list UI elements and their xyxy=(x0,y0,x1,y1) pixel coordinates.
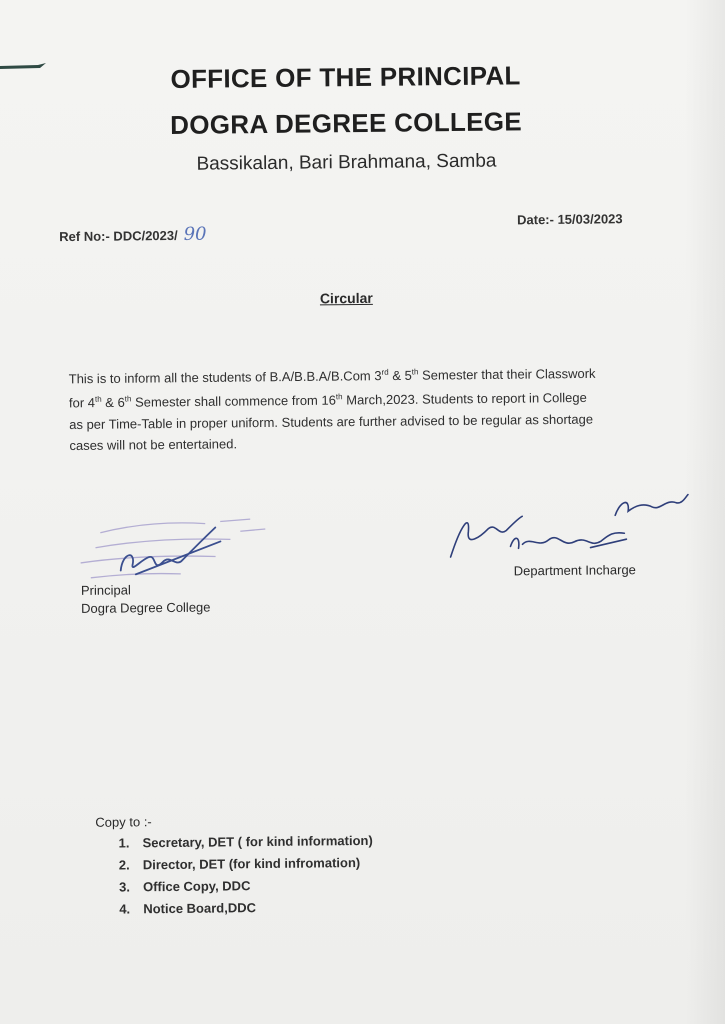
header-address: Bassikalan, Bari Brahmana, Samba xyxy=(196,150,497,175)
header-office-title: OFFICE OF THE PRINCIPAL xyxy=(170,60,521,94)
list-item: 2. Director, DET (for kind infromation) xyxy=(118,855,361,873)
principal-stamp-and-signature xyxy=(40,501,281,604)
department-incharge-label: Department Incharge xyxy=(513,562,636,579)
body-line-1: This is to inform all the students of B.A/B.B.A/B.Com 3rd & 5th Semester that their Classwork xyxy=(68,365,596,387)
body-line-2: for 4th & 6th Semester shall commence from 16th March,2023. Students to report in College xyxy=(68,390,587,411)
principal-signature xyxy=(120,527,220,574)
body-line-4: cases will not be entertained. xyxy=(69,435,238,453)
principal-title: Principal xyxy=(80,582,131,598)
reference-number xyxy=(59,224,207,247)
copy-to-label: Copy to :- xyxy=(95,814,152,830)
list-item: 3. Office Copy, DDC xyxy=(118,878,251,895)
ref-handwritten-number: 90 xyxy=(183,223,207,245)
list-item: 4. Notice Board,DDC xyxy=(119,900,257,917)
ref-label: Ref No:- DDC/2023/ xyxy=(59,227,178,245)
header-college-name: DOGRA DEGREE COLLEGE xyxy=(170,106,523,140)
body-line-3: as per Time-Table in proper uniform. Students are further advised to be regular as shortage xyxy=(69,411,594,432)
circular-date: Date:- 15/03/2023 xyxy=(516,211,623,228)
principal-stamp xyxy=(80,519,266,578)
circular-title: Circular xyxy=(319,289,373,307)
circular-body xyxy=(69,359,660,456)
copy-to-list xyxy=(118,830,373,921)
list-item: 1. Secretary, DET ( for kind information) xyxy=(118,832,373,851)
principal-college: Dogra Degree College xyxy=(81,599,211,616)
